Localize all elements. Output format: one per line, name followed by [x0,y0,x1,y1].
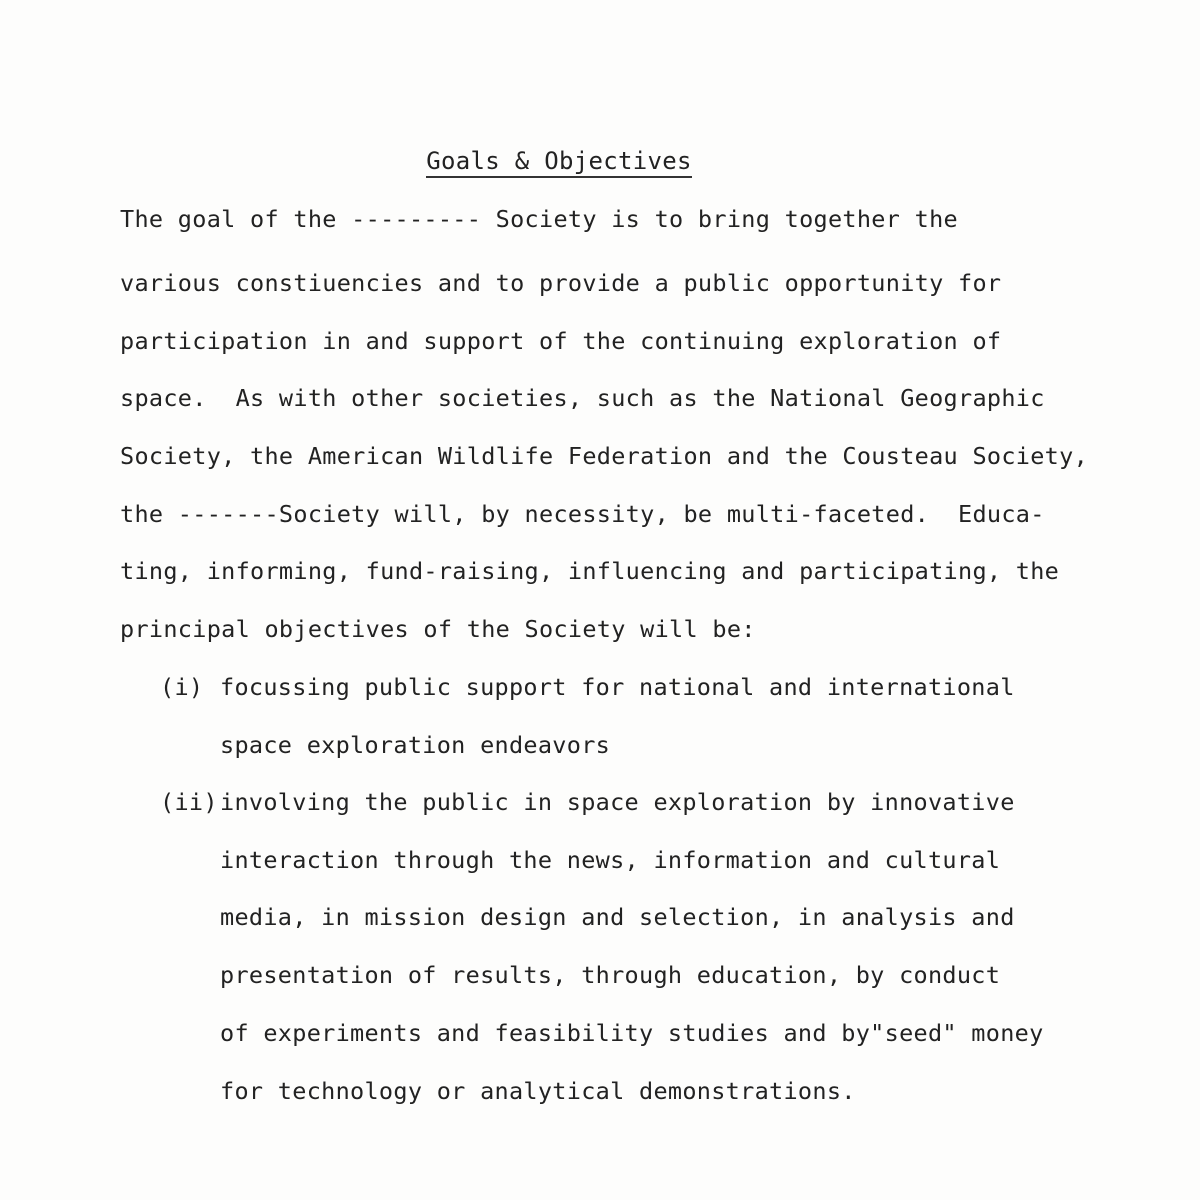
paragraph-line: participation in and support of the continuing exploration of [120,327,1002,355]
paragraph-line: the -------Society will, by necessity, be multi-faceted. Educa- [120,500,1045,528]
paragraph-line: various constiuencies and to provide a public opportunity for [120,269,1002,297]
paragraph-line: ting, informing, fund-raising, influencing and participating, the [120,557,1060,585]
objective-line: interaction through the news, information and cultural [220,846,1001,874]
heading-text: Goals & Objectives [426,147,692,178]
paragraph-line: principal objectives of the Society will be: [120,615,756,643]
paragraph-line: Society, the American Wildlife Federation and the Cousteau Society, [120,442,1089,470]
objective-marker: (i) [160,673,204,701]
objective-marker: (ii) [160,788,218,816]
objective-line: media, in mission design and selection, in analysis and [220,903,1015,931]
objective-line: presentation of results, through education, by conduct [220,961,1001,989]
paragraph-line: The goal of the --------- Society is to bring together the [120,205,958,233]
objective-line: space exploration endeavors [220,731,611,759]
objective-line: focussing public support for national and international [220,673,1015,701]
objective-line: involving the public in space exploration by innovative [220,788,1015,816]
document-heading [0,146,1118,176]
objective-line: for technology or analytical demonstrations. [220,1077,856,1105]
objective-line: of experiments and feasibility studies and by"seed" money [220,1019,1044,1047]
paragraph-line: space. As with other societies, such as the National Geographic [120,384,1045,412]
